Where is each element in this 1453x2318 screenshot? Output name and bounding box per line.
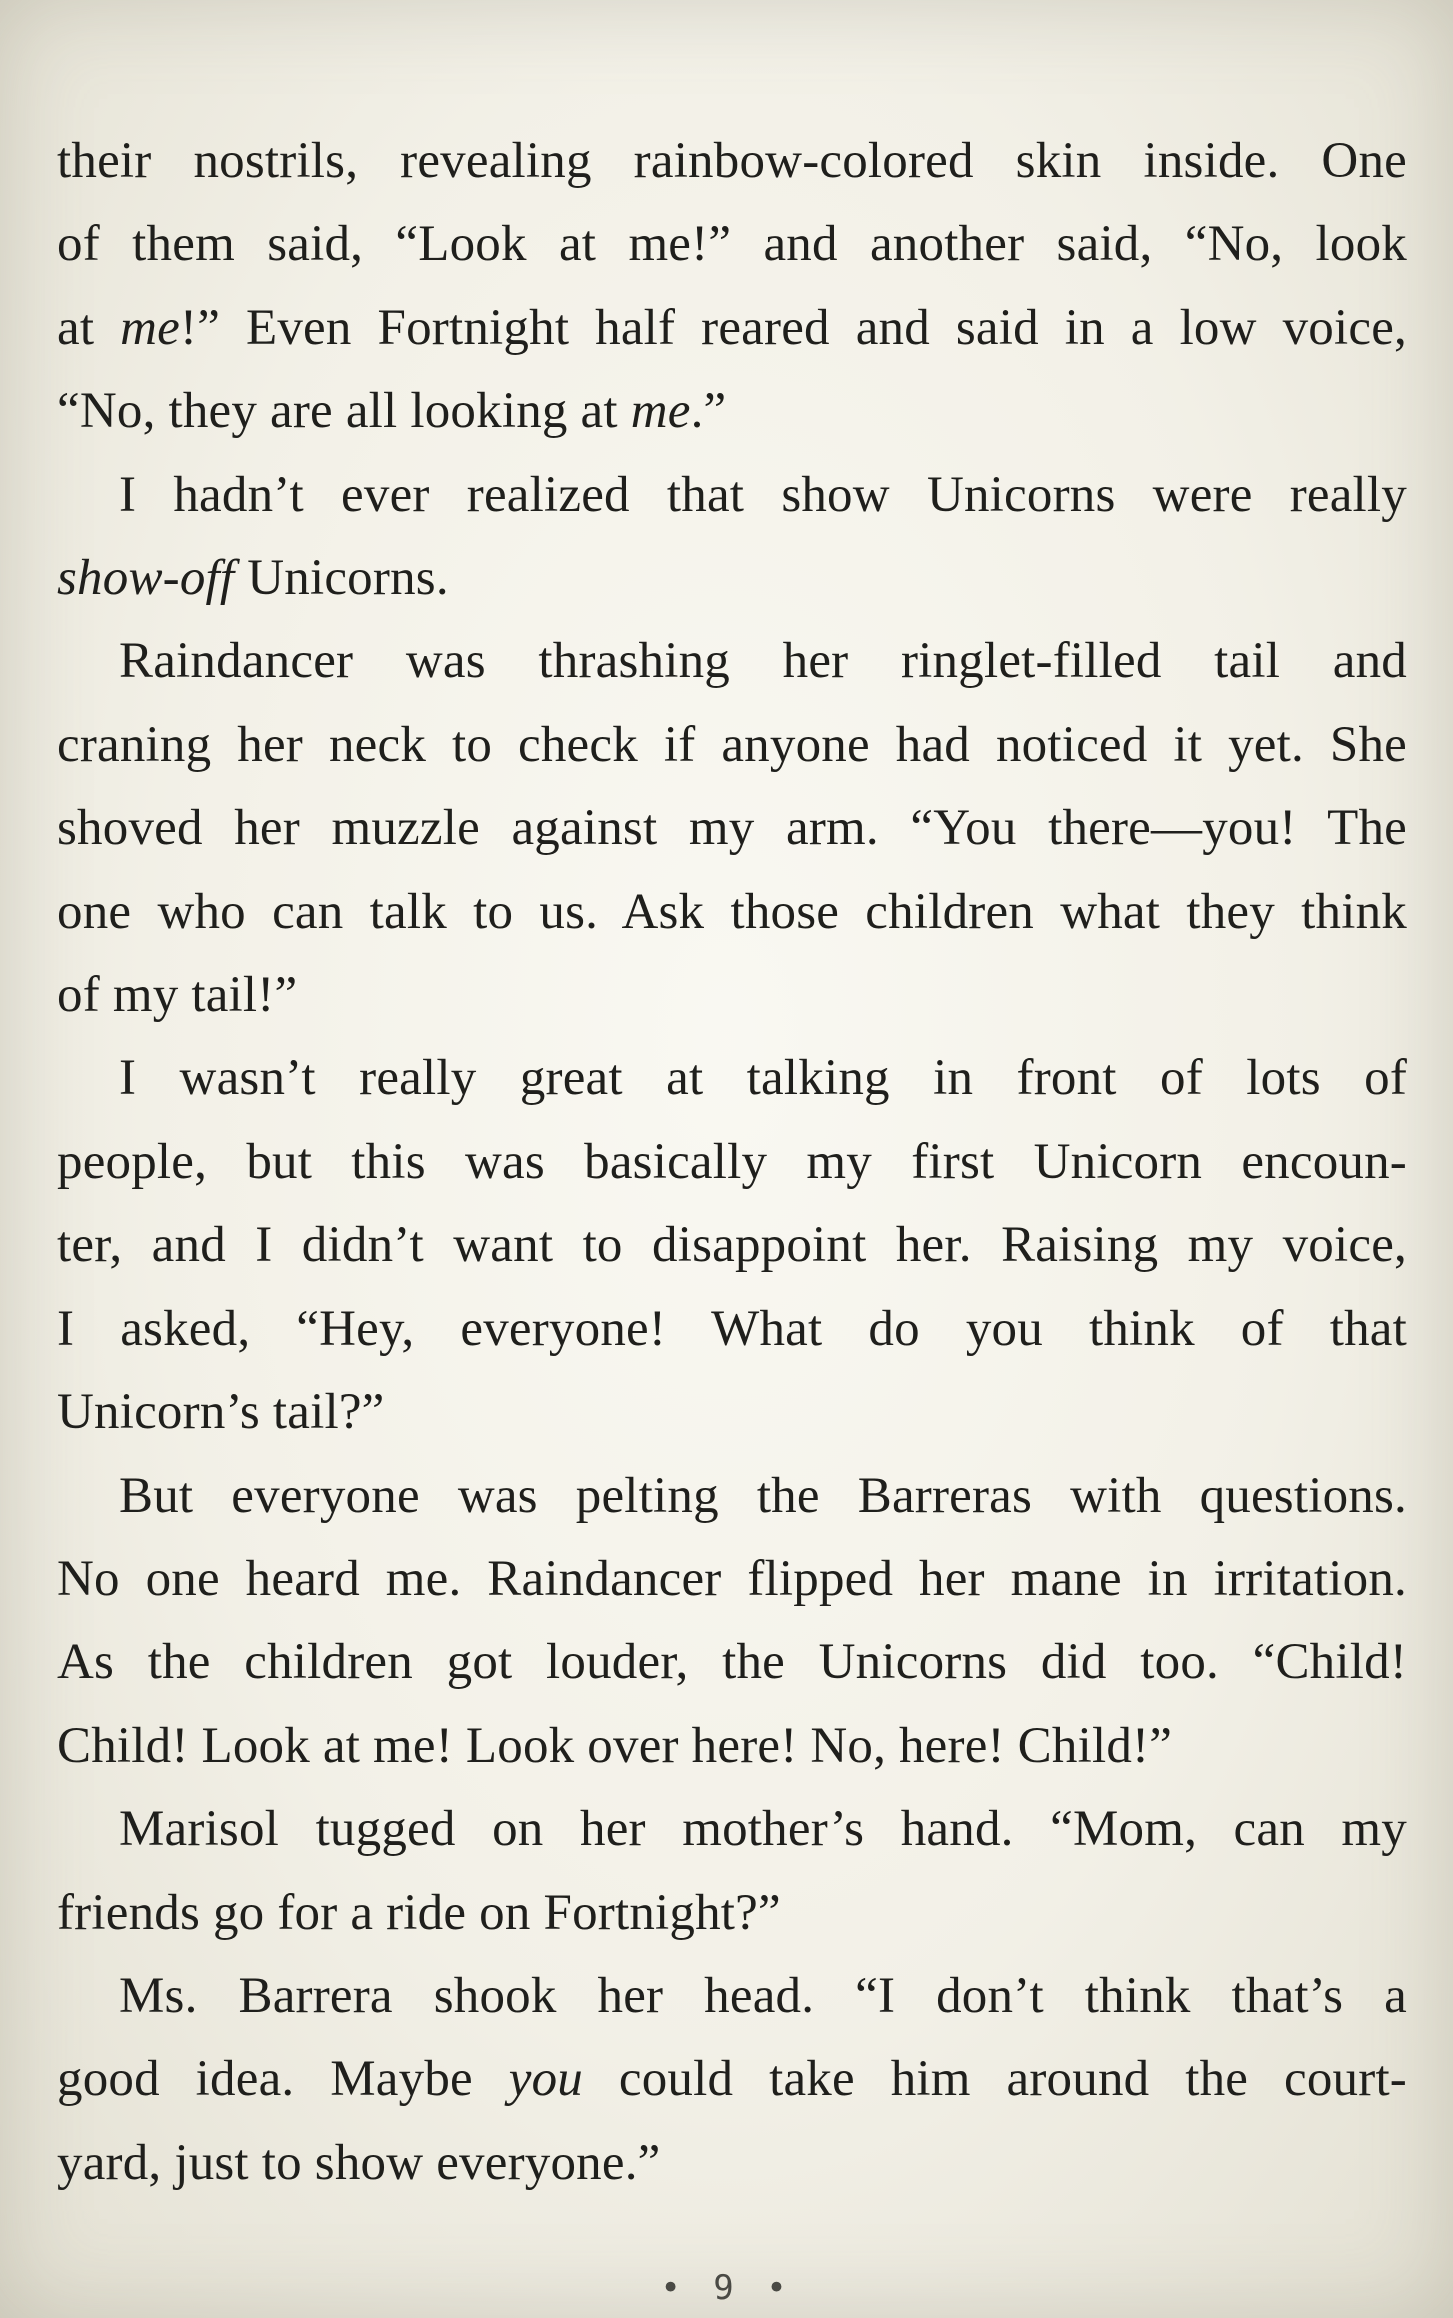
text-line: craning her neck to check if anyone had noticed it yet. She xyxy=(57,716,1407,773)
text-line: Ms. Barrera shook her head. “I don’t think that’s a xyxy=(119,1967,1407,2024)
paragraph xyxy=(57,454,1407,621)
text-line: But everyone was pelting the Barreras with questions. xyxy=(119,1467,1407,1524)
body-text xyxy=(57,120,1407,2205)
page-number: • 9 • xyxy=(660,2268,793,2308)
text-line: Unicorn’s tail?” xyxy=(57,1384,385,1441)
text-line: one who can talk to us. Ask those children what they think xyxy=(57,883,1407,940)
paragraph xyxy=(57,620,1407,1037)
italic-text: me xyxy=(120,299,181,356)
paragraph xyxy=(57,1037,1407,1454)
text-line: their nostrils, revealing rainbow-colored skin inside. One xyxy=(57,133,1407,189)
text-line: people, but this was basically my first Unicorn encoun- xyxy=(57,1133,1407,1190)
paragraph xyxy=(57,1788,1407,1955)
text-line: show-off Unicorns. xyxy=(57,550,449,607)
text-line: shoved her muzzle against my arm. “You there—you! The xyxy=(57,800,1407,857)
text-line: yard, just to show everyone.” xyxy=(57,2134,661,2191)
text-line: Child! Look at me! Look over here! No, here! Child!” xyxy=(57,1717,1173,1774)
text-line: Raindancer was thrashing her ringlet-filled tail and xyxy=(119,633,1407,690)
text-line: good idea. Maybe you could take him around the court- xyxy=(57,2051,1407,2108)
text-line: I asked, “Hey, everyone! What do you think of that xyxy=(57,1300,1407,1357)
text-line: I wasn’t really great at talking in front of lots of xyxy=(119,1050,1407,1107)
text-line: Marisol tugged on her mother’s hand. “Mom, can my xyxy=(119,1801,1407,1858)
paragraph xyxy=(57,1955,1407,2205)
text-line: As the children got louder, the Unicorns did too. “Child! xyxy=(57,1634,1407,1691)
text-line: No one heard me. Raindancer flipped her mane in irritation. xyxy=(57,1550,1407,1607)
paragraph xyxy=(57,1455,1407,1789)
text-line: “No, they are all looking at me.” xyxy=(57,383,727,440)
text-line: ter, and I didn’t want to disappoint her. Raising my voice, xyxy=(57,1217,1407,1274)
paragraph xyxy=(57,120,1407,454)
text-line: at me!” Even Fortnight half reared and said in a low voice, xyxy=(57,299,1408,356)
text-line: of them said, “Look at me!” and another said, “No, look xyxy=(57,216,1407,273)
italic-text: you xyxy=(508,2051,584,2108)
text-line: friends go for a ride on Fortnight?” xyxy=(57,1884,781,1941)
italic-text: show-off xyxy=(57,550,235,607)
text-line: of my tail!” xyxy=(57,967,298,1024)
italic-text: me xyxy=(630,383,691,440)
text-line: I hadn’t ever realized that show Unicorns were really xyxy=(119,466,1407,523)
